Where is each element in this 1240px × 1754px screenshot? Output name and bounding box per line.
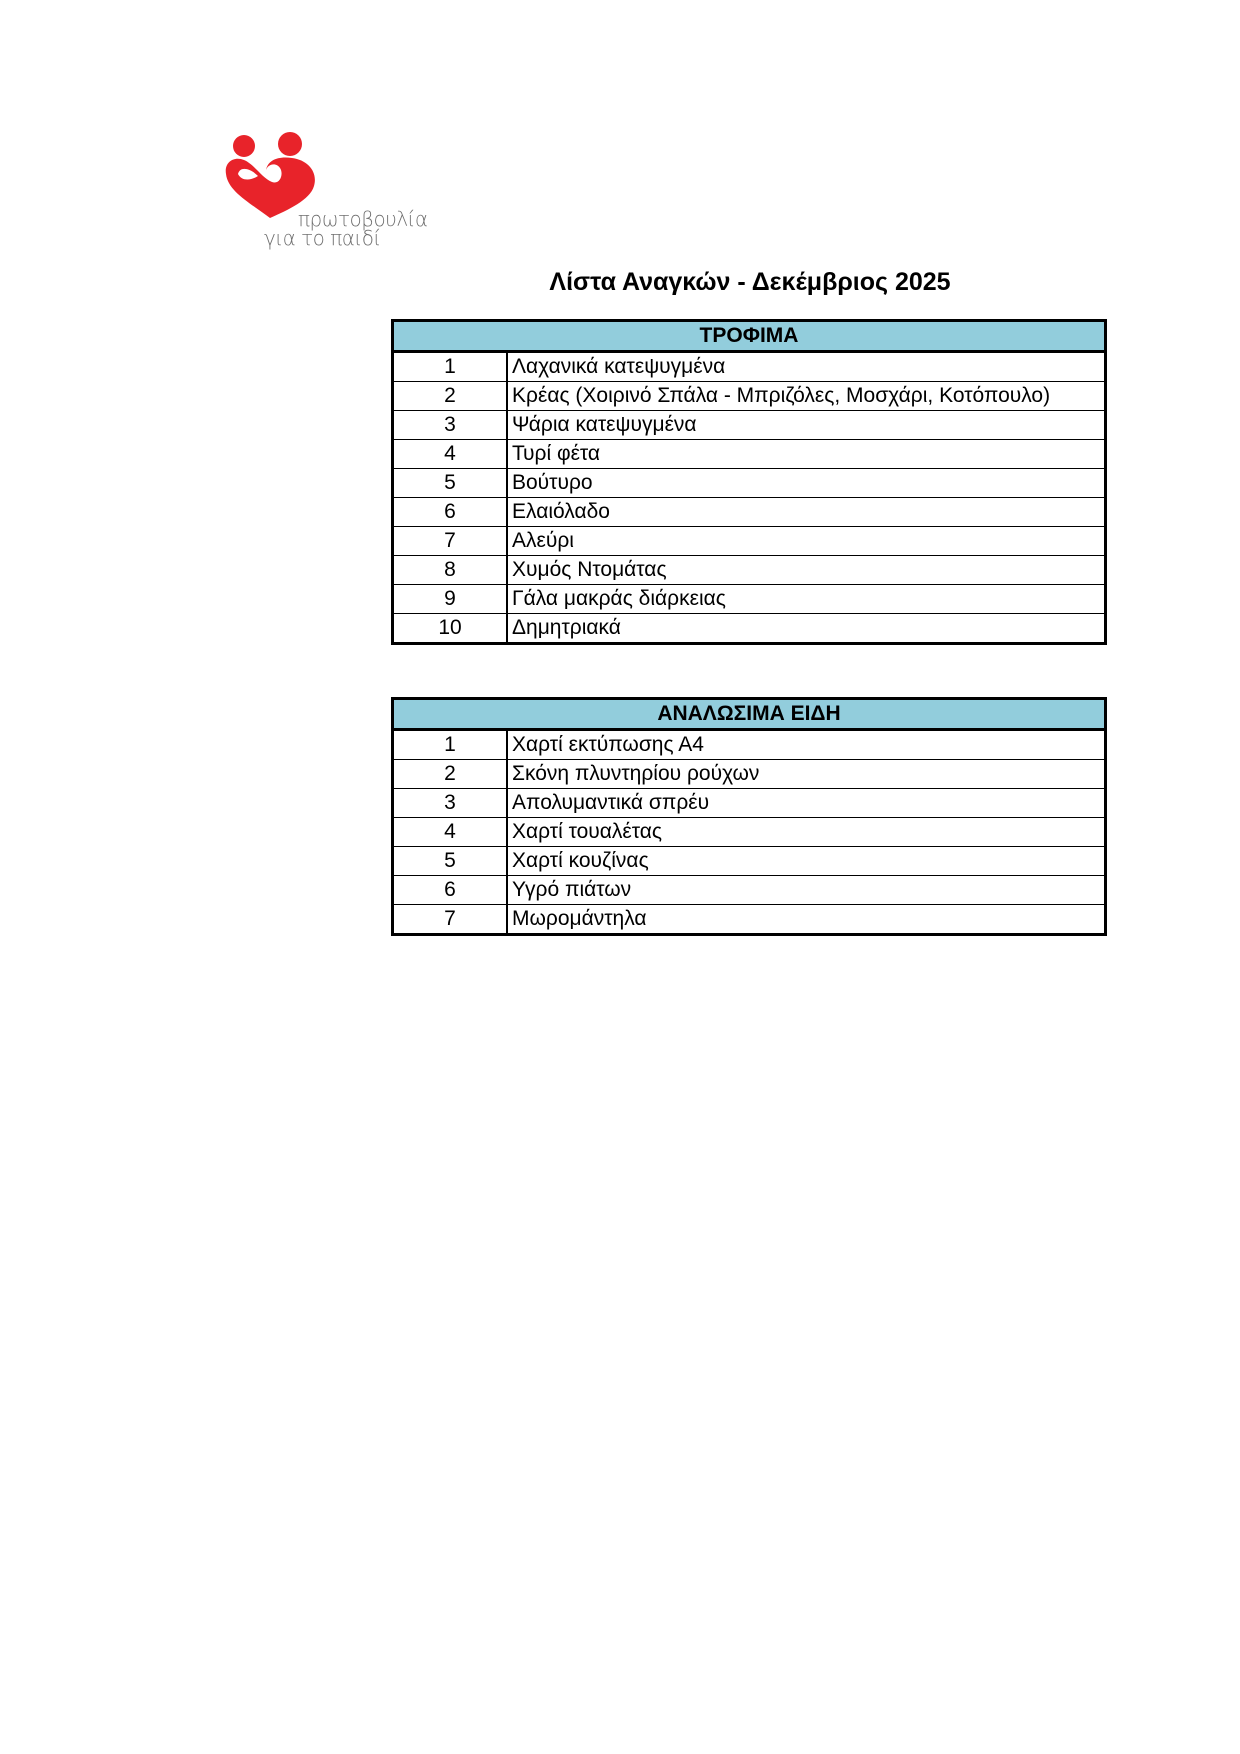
row-number: 7 xyxy=(393,905,508,935)
table-row xyxy=(393,614,1106,644)
row-item: Χυμός Ντομάτας xyxy=(507,556,1106,585)
table-row xyxy=(393,760,1106,789)
row-number: 6 xyxy=(393,876,508,905)
row-item: Σκόνη πλυντηρίου ρούχων xyxy=(507,760,1106,789)
row-item: Δημητριακά xyxy=(507,614,1106,644)
row-number: 1 xyxy=(393,352,508,382)
table-row xyxy=(393,352,1106,382)
row-item: Απολυμαντικά σπρέυ xyxy=(507,789,1106,818)
table-row xyxy=(393,585,1106,614)
row-item: Αλεύρι xyxy=(507,527,1106,556)
row-item: Χαρτί τουαλέτας xyxy=(507,818,1106,847)
table-row xyxy=(393,730,1106,760)
logo-text xyxy=(264,207,428,250)
table-row xyxy=(393,527,1106,556)
row-number: 1 xyxy=(393,730,508,760)
logo-text-line2: για το παιδί xyxy=(264,226,381,250)
table-row xyxy=(393,469,1106,498)
row-item: Λαχανικά κατεψυγμένα xyxy=(507,352,1106,382)
table-row xyxy=(393,789,1106,818)
table-row xyxy=(393,818,1106,847)
logo-text-line1: πρωτοβουλία xyxy=(298,207,428,231)
row-item: Χαρτί κουζίνας xyxy=(507,847,1106,876)
row-number: 4 xyxy=(393,818,508,847)
row-number: 3 xyxy=(393,789,508,818)
table-header-row xyxy=(393,321,1106,352)
table-row xyxy=(393,556,1106,585)
table-header: ΤΡΟΦΙΜΑ xyxy=(393,321,1106,352)
table-row xyxy=(393,498,1106,527)
row-item: Βούτυρο xyxy=(507,469,1106,498)
table-row xyxy=(393,440,1106,469)
row-number: 9 xyxy=(393,585,508,614)
row-item: Ελαιόλαδο xyxy=(507,498,1106,527)
organization-logo xyxy=(222,130,442,255)
row-number: 10 xyxy=(393,614,508,644)
row-number: 2 xyxy=(393,760,508,789)
row-number: 3 xyxy=(393,411,508,440)
table-row xyxy=(393,847,1106,876)
row-item: Χαρτί εκτύπωσης Α4 xyxy=(507,730,1106,760)
table-row xyxy=(393,876,1106,905)
row-number: 7 xyxy=(393,527,508,556)
row-item: Ψάρια κατεψυγμένα xyxy=(507,411,1106,440)
row-number: 4 xyxy=(393,440,508,469)
row-number: 5 xyxy=(393,469,508,498)
row-item: Τυρί φέτα xyxy=(507,440,1106,469)
consumables-needs-table xyxy=(391,697,1107,936)
row-number: 8 xyxy=(393,556,508,585)
row-item: Μωρομάντηλα xyxy=(507,905,1106,935)
row-item: Υγρό πιάτων xyxy=(507,876,1106,905)
table-header-row xyxy=(393,699,1106,730)
row-item: Γάλα μακράς διάρκειας xyxy=(507,585,1106,614)
table-row xyxy=(393,382,1106,411)
row-item: Κρέας (Χοιρινό Σπάλα - Μπριζόλες, Μοσχάρι, Κοτόπουλο) xyxy=(507,382,1106,411)
table-row xyxy=(393,905,1106,935)
page-title: Λίστα Αναγκών - Δεκέμβριος 2025 xyxy=(549,268,951,296)
table-row xyxy=(393,411,1106,440)
table-header: ΑΝΑΛΩΣΙΜΑ ΕΙΔΗ xyxy=(393,699,1106,730)
food-needs-table xyxy=(391,319,1107,645)
row-number: 6 xyxy=(393,498,508,527)
row-number: 2 xyxy=(393,382,508,411)
row-number: 5 xyxy=(393,847,508,876)
